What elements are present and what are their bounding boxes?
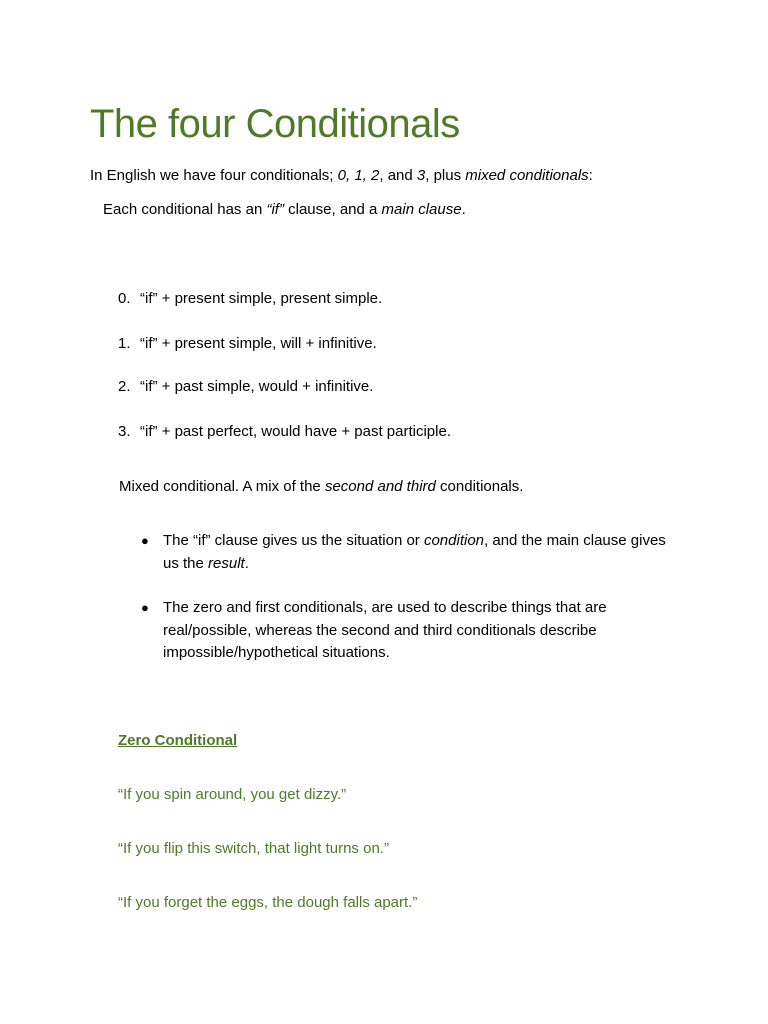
bullet-icon: ● [141, 533, 149, 548]
conditional-item-3 [118, 421, 451, 443]
intro-number-three: 3 [416, 167, 426, 184]
list-number: 3. [118, 423, 131, 440]
zero-conditional-heading: Zero Conditional [118, 732, 238, 749]
bullet-result-term: result [208, 554, 245, 572]
list-text: “if” + present simple, present simple. [140, 290, 383, 307]
list-text: “if” + past perfect, would have + past participle. [140, 423, 451, 440]
bullet-text-part: , and the main clause gives us the [163, 532, 666, 572]
conditional-item-1 [118, 333, 377, 355]
mixed-italic-term: second and third [324, 478, 436, 495]
clause-text: . [461, 201, 466, 218]
bullet-text-part: . [244, 554, 249, 572]
bullet-icon: ● [141, 600, 149, 615]
intro-paragraph [90, 165, 593, 187]
clause-paragraph [103, 199, 466, 221]
list-text: “if” + past simple, would + infinitive. [140, 378, 374, 395]
clause-text: Each conditional has an [103, 201, 267, 218]
clause-if-term: “if” [266, 201, 284, 218]
example-sentence-1: “If you spin around, you get dizzy.” [118, 786, 347, 803]
clause-main-term: main clause [381, 201, 462, 218]
intro-mixed-term: mixed conditionals [465, 167, 589, 184]
bullet-item-2 [141, 597, 701, 669]
list-number: 0. [118, 290, 131, 307]
intro-text: , plus [425, 167, 466, 184]
intro-text: : [588, 167, 593, 184]
bullet-text: The zero and first conditionals, are used to describe things that are real/possible, whereas the second and third conditionals describe impossible/hypothetical situations. [163, 599, 607, 661]
list-text: “if” + present simple, will + infinitive. [140, 335, 377, 352]
bullet-item-1 [141, 530, 701, 580]
intro-text: , and [379, 167, 417, 184]
clause-text: clause, and a [283, 201, 382, 218]
intro-text: In English we have four conditionals; [90, 167, 338, 184]
list-number: 1. [118, 335, 131, 352]
bullet-condition-term: condition [423, 532, 485, 549]
mixed-text: Mixed conditional. A mix of the [119, 478, 325, 495]
example-sentence-3: “If you forget the eggs, the dough falls apart.” [118, 894, 418, 911]
intro-numbers: 0, 1, 2 [337, 167, 380, 184]
mixed-text: conditionals. [435, 478, 524, 495]
page-title: The four Conditionals [90, 102, 460, 146]
conditional-item-0 [118, 288, 382, 310]
list-number: 2. [118, 378, 131, 395]
example-sentence-2: “If you flip this switch, that light turns on.” [118, 840, 389, 857]
bullet-text-part: The “if” clause gives us the situation or [163, 532, 424, 549]
mixed-conditional-paragraph [119, 476, 523, 498]
conditional-item-2 [118, 376, 373, 398]
bullet-text [163, 530, 673, 575]
